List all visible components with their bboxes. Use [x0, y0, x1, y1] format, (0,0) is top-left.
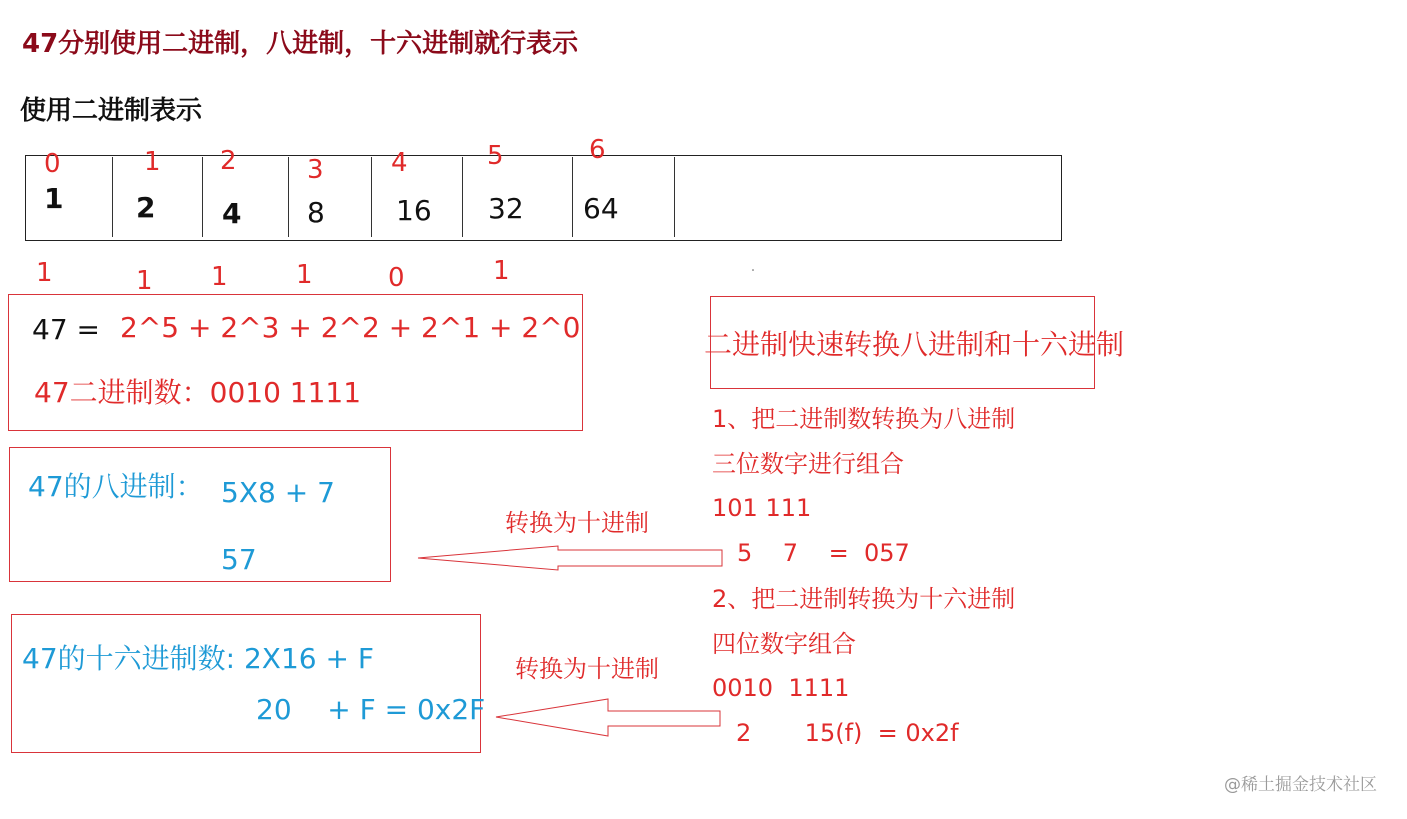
- power-value: 16: [396, 194, 432, 227]
- hex-groups: 0010 1111: [712, 674, 850, 702]
- arrow-to-octal: [418, 546, 722, 570]
- power-sum-expression: 2^5 + 2^3 + 2^2 + 2^1 + 2^0: [120, 311, 581, 344]
- binary-result: 47二进制数：0010 1111: [34, 376, 362, 409]
- bit-digit: 1: [36, 258, 53, 288]
- hex-step-title: 2、把二进制转换为十六进制: [712, 585, 1016, 613]
- bit-digit: 1: [211, 262, 228, 292]
- quick-convert-heading: 二进制快速转换八进制和十六进制: [704, 328, 1125, 361]
- bit-index: 2: [220, 146, 237, 176]
- octal-answer: 5 7 = 057: [737, 539, 910, 567]
- arrow-label: 转换为十进制: [515, 655, 659, 683]
- octal-expression: 5X8 + 7: [221, 476, 335, 509]
- section-subtitle: 使用二进制表示: [20, 96, 203, 126]
- power-value: 2: [136, 191, 156, 224]
- power-value: 32: [488, 192, 524, 225]
- arrow-label: 转换为十进制: [505, 509, 649, 537]
- bit-digit: 1: [493, 256, 510, 286]
- bit-index: 0: [44, 149, 61, 179]
- hex-step-rule: 四位数字组合: [712, 630, 856, 658]
- bit-index: 3: [307, 155, 324, 185]
- power-value: 64: [583, 192, 619, 225]
- octal-step-rule: 三位数字进行组合: [712, 450, 904, 478]
- bit-digit: 1: [136, 266, 153, 296]
- hex-result: 20 + F = 0x2F: [256, 693, 486, 726]
- stray-dot: [752, 269, 754, 271]
- power-value: 1: [44, 182, 64, 215]
- hex-answer: 2 15(f) = 0x2f: [736, 719, 959, 747]
- power-value: 4: [222, 197, 242, 230]
- octal-result: 57: [221, 543, 257, 576]
- octal-label: 47的八进制：: [28, 470, 204, 503]
- hex-expression: 47的十六进制数: 2X16 + F: [22, 642, 374, 675]
- arrow-to-hex: [496, 699, 720, 736]
- watermark: @稀土掘金技术社区: [1224, 775, 1377, 795]
- bit-index: 6: [589, 135, 606, 165]
- page-title: 47分别使用二进制，八进制，十六进制就行表示: [22, 29, 579, 59]
- bit-index: 4: [391, 148, 408, 178]
- bit-digit: 0: [388, 263, 405, 293]
- octal-groups: 101 111: [712, 494, 812, 522]
- bit-index: 5: [487, 141, 504, 171]
- bit-digit: 1: [296, 260, 313, 290]
- power-value: 8: [307, 196, 325, 229]
- decimal-prefix: 47 =: [32, 313, 100, 346]
- octal-step-title: 1、把二进制数转换为八进制: [712, 405, 1016, 433]
- bit-index: 1: [144, 147, 161, 177]
